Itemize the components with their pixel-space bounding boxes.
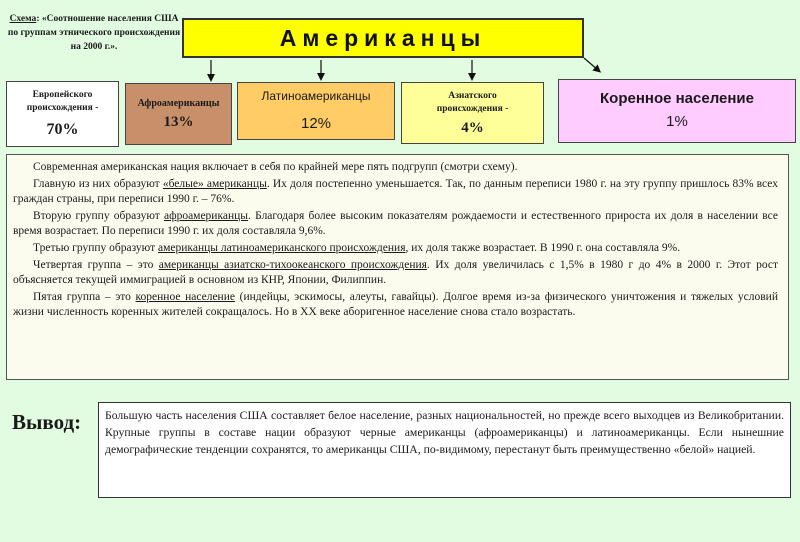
paragraph-2-term: «белые» американцы — [162, 177, 267, 190]
group-european-percent: 70% — [46, 121, 79, 138]
group-native — [558, 79, 796, 143]
group-native-name: Коренное население — [600, 90, 754, 107]
paragraph-1 — [13, 160, 778, 175]
paragraph-4-term: американцы латиноамериканского происхождения — [158, 241, 406, 254]
paragraph-5-text-b: . Их доля увеличилась с 1,5% в 1980 г до 4% в 2000 г. Этот рост объясняется текущей иммиграцией в основном из КНР, Японии, Филиппин. — [13, 258, 778, 286]
paragraph-6-text-b: (индейцы, эскимосы, алеуты, гавайцы). Долгое время из-за физического уничтожения и тяжелых условий жизни численность коренных жителей сокращалось. Но в XX веке аборигенное население снова стало возрастать. — [13, 290, 778, 318]
paragraph-1-text: Современная американская нация включает в себя по крайней мере пять подгрупп (смотри схему). — [33, 161, 518, 173]
paragraph-4-text-a: Третью группу образуют — [33, 241, 159, 254]
arrow-to-native — [584, 58, 598, 70]
group-asian — [401, 82, 544, 144]
paragraph-2-text-a: Главную из них образуют — [33, 177, 163, 190]
group-native-percent: 1% — [666, 113, 688, 130]
scheme-caption-label: Схема — [9, 14, 37, 24]
conclusion-label: Вывод: — [12, 410, 82, 434]
group-afro-percent: 13% — [163, 114, 194, 130]
group-asian-percent: 4% — [461, 119, 484, 136]
scheme-caption — [6, 12, 182, 54]
group-afro-name: Афроамериканцы — [137, 98, 220, 109]
scheme-caption-text: : «Соотношение населения США по группам этнического происхождения на 2000 г.». — [7, 14, 181, 52]
group-latino — [237, 82, 395, 140]
group-afro — [125, 83, 232, 145]
group-european — [6, 81, 119, 147]
paragraph-2 — [13, 177, 778, 207]
group-european-name: Европейского происхождения - — [26, 90, 99, 113]
paragraph-6-term: коренное население — [135, 290, 235, 303]
paragraph-3-text-a: Вторую группу образуют — [33, 209, 165, 222]
group-latino-percent: 12% — [300, 115, 332, 132]
group-latino-name: Латиноамериканцы — [261, 89, 371, 103]
conclusion-text: Большую часть населения США составляет белое население, разных национальностей, но прежде всего выходцев из Великобритании. Крупные группы в составе нации образуют черные американцы (афроамериканцы) и латиноамериканцы. Если нынешние демографические тенденции сохранятся, то американцы США, по-видимому, перестанут быть преимущественно «белой» нацией. — [98, 402, 791, 498]
paragraph-3-text-b: . Благодаря более высоким показателям рождаемости и естественного прироста их доля в населении все время возрастает. По переписи 1990 г. их доля составляла 9,6%. — [13, 209, 778, 237]
paragraph-5-term: американцы азиатско-тихоокеанского происхождения — [158, 258, 427, 271]
paragraph-5-text-a: Четвертая группа – это — [33, 258, 159, 271]
diagram-title: Американцы — [182, 18, 584, 58]
paragraph-6-text-a: Пятая группа – это — [33, 290, 136, 303]
paragraph-3 — [13, 209, 778, 239]
main-text-block — [6, 154, 789, 380]
group-asian-name: Азиатского происхождения - — [436, 90, 509, 114]
paragraph-5 — [13, 258, 778, 288]
paragraph-6 — [13, 290, 778, 320]
paragraph-4-text-b: , их доля также возрастает. В 1990 г. она составляла 9%. — [405, 241, 681, 254]
paragraph-2-text-b: . Их доля постепенно уменьшается. Так, по данным переписи 1980 г. на эту группу пришлось 83% всех граждан страны, при переписи 1990 г. – 76%. — [13, 177, 778, 205]
paragraph-3-term: афроамериканцы — [164, 209, 249, 222]
paragraph-4 — [13, 241, 778, 256]
